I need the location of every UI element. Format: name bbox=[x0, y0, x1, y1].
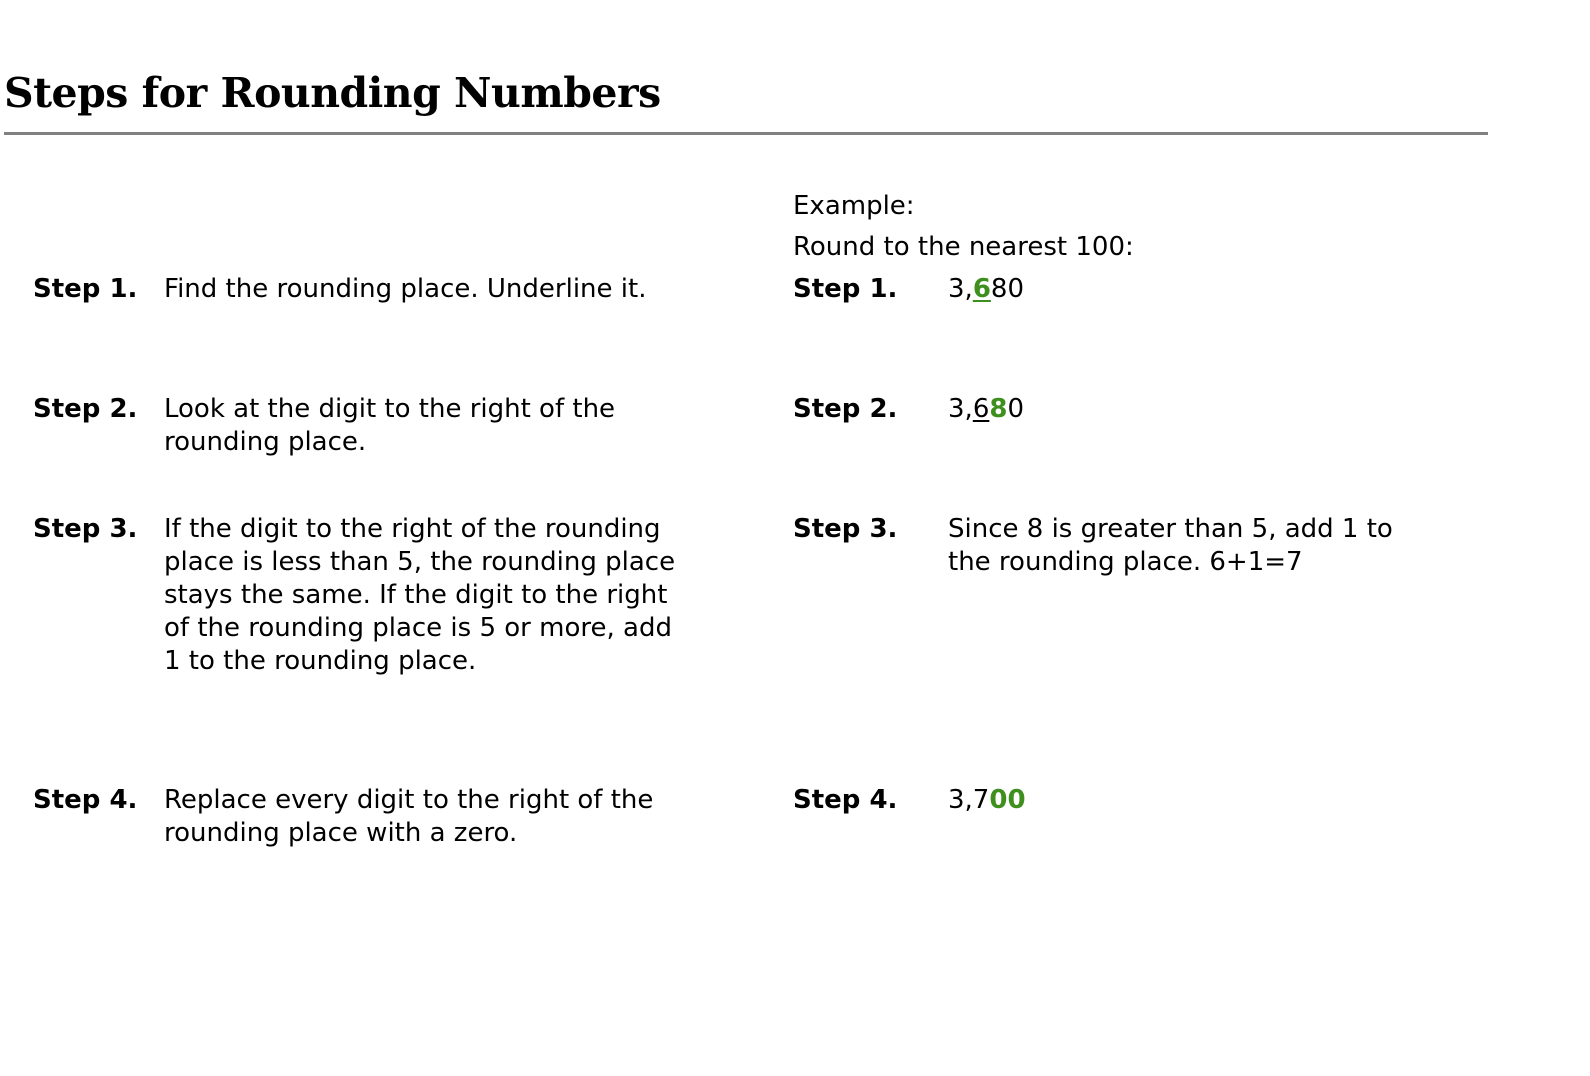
example-step-3-label: Step 3. bbox=[793, 514, 898, 544]
right-digit: 8 bbox=[989, 394, 1008, 424]
page-title: Steps for Rounding Numbers bbox=[4, 69, 661, 117]
example-step-4-label: Step 4. bbox=[793, 785, 898, 815]
rounding-digit: 6 bbox=[972, 394, 990, 424]
step-3-line: of the rounding place is 5 or more, add bbox=[164, 613, 672, 643]
title-divider bbox=[4, 132, 1488, 135]
example-heading: Example: bbox=[793, 191, 915, 221]
number-suffix: 0 bbox=[1007, 394, 1024, 424]
step-4-line: Replace every digit to the right of the bbox=[164, 785, 654, 815]
example-instruction: Round to the nearest 100: bbox=[793, 232, 1134, 262]
step-1-label: Step 1. bbox=[33, 274, 138, 304]
step-3-line: place is less than 5, the rounding place bbox=[164, 547, 676, 577]
step-3-description bbox=[164, 513, 675, 678]
step-3-line: If the digit to the right of the rounding bbox=[164, 514, 661, 544]
example-step-2-label: Step 2. bbox=[793, 394, 898, 424]
example-step-4-number bbox=[948, 784, 1026, 817]
number-prefix: 3, bbox=[948, 274, 973, 304]
step-4-line: rounding place with a zero. bbox=[164, 818, 518, 848]
example-step-1-label: Step 1. bbox=[793, 274, 898, 304]
step-3-line: stays the same. If the digit to the right bbox=[164, 580, 668, 610]
step-4-description bbox=[164, 784, 653, 850]
example-step-3-line: Since 8 is greater than 5, add 1 to bbox=[948, 514, 1393, 544]
rounding-digit: 6 bbox=[972, 274, 991, 304]
step-3-line: 1 to the rounding place. bbox=[164, 646, 477, 676]
step-4-label: Step 4. bbox=[33, 785, 138, 815]
number-suffix: 80 bbox=[990, 274, 1024, 304]
step-1-description bbox=[164, 273, 646, 306]
example-step-3-line: the rounding place. 6+1=7 bbox=[948, 547, 1303, 577]
example-step-2-number bbox=[948, 393, 1024, 426]
replaced-zeros: 00 bbox=[989, 785, 1026, 815]
step-2-line: rounding place. bbox=[164, 427, 367, 457]
number-prefix: 3, bbox=[948, 394, 973, 424]
step-3-label: Step 3. bbox=[33, 514, 138, 544]
example-step-3-description bbox=[948, 513, 1393, 579]
number-prefix: 3,7 bbox=[948, 785, 990, 815]
step-2-label: Step 2. bbox=[33, 394, 138, 424]
step-2-description bbox=[164, 393, 615, 459]
step-1-line: Find the rounding place. Underline it. bbox=[164, 274, 647, 304]
example-step-1-number bbox=[948, 273, 1024, 306]
step-2-line: Look at the digit to the right of the bbox=[164, 394, 616, 424]
